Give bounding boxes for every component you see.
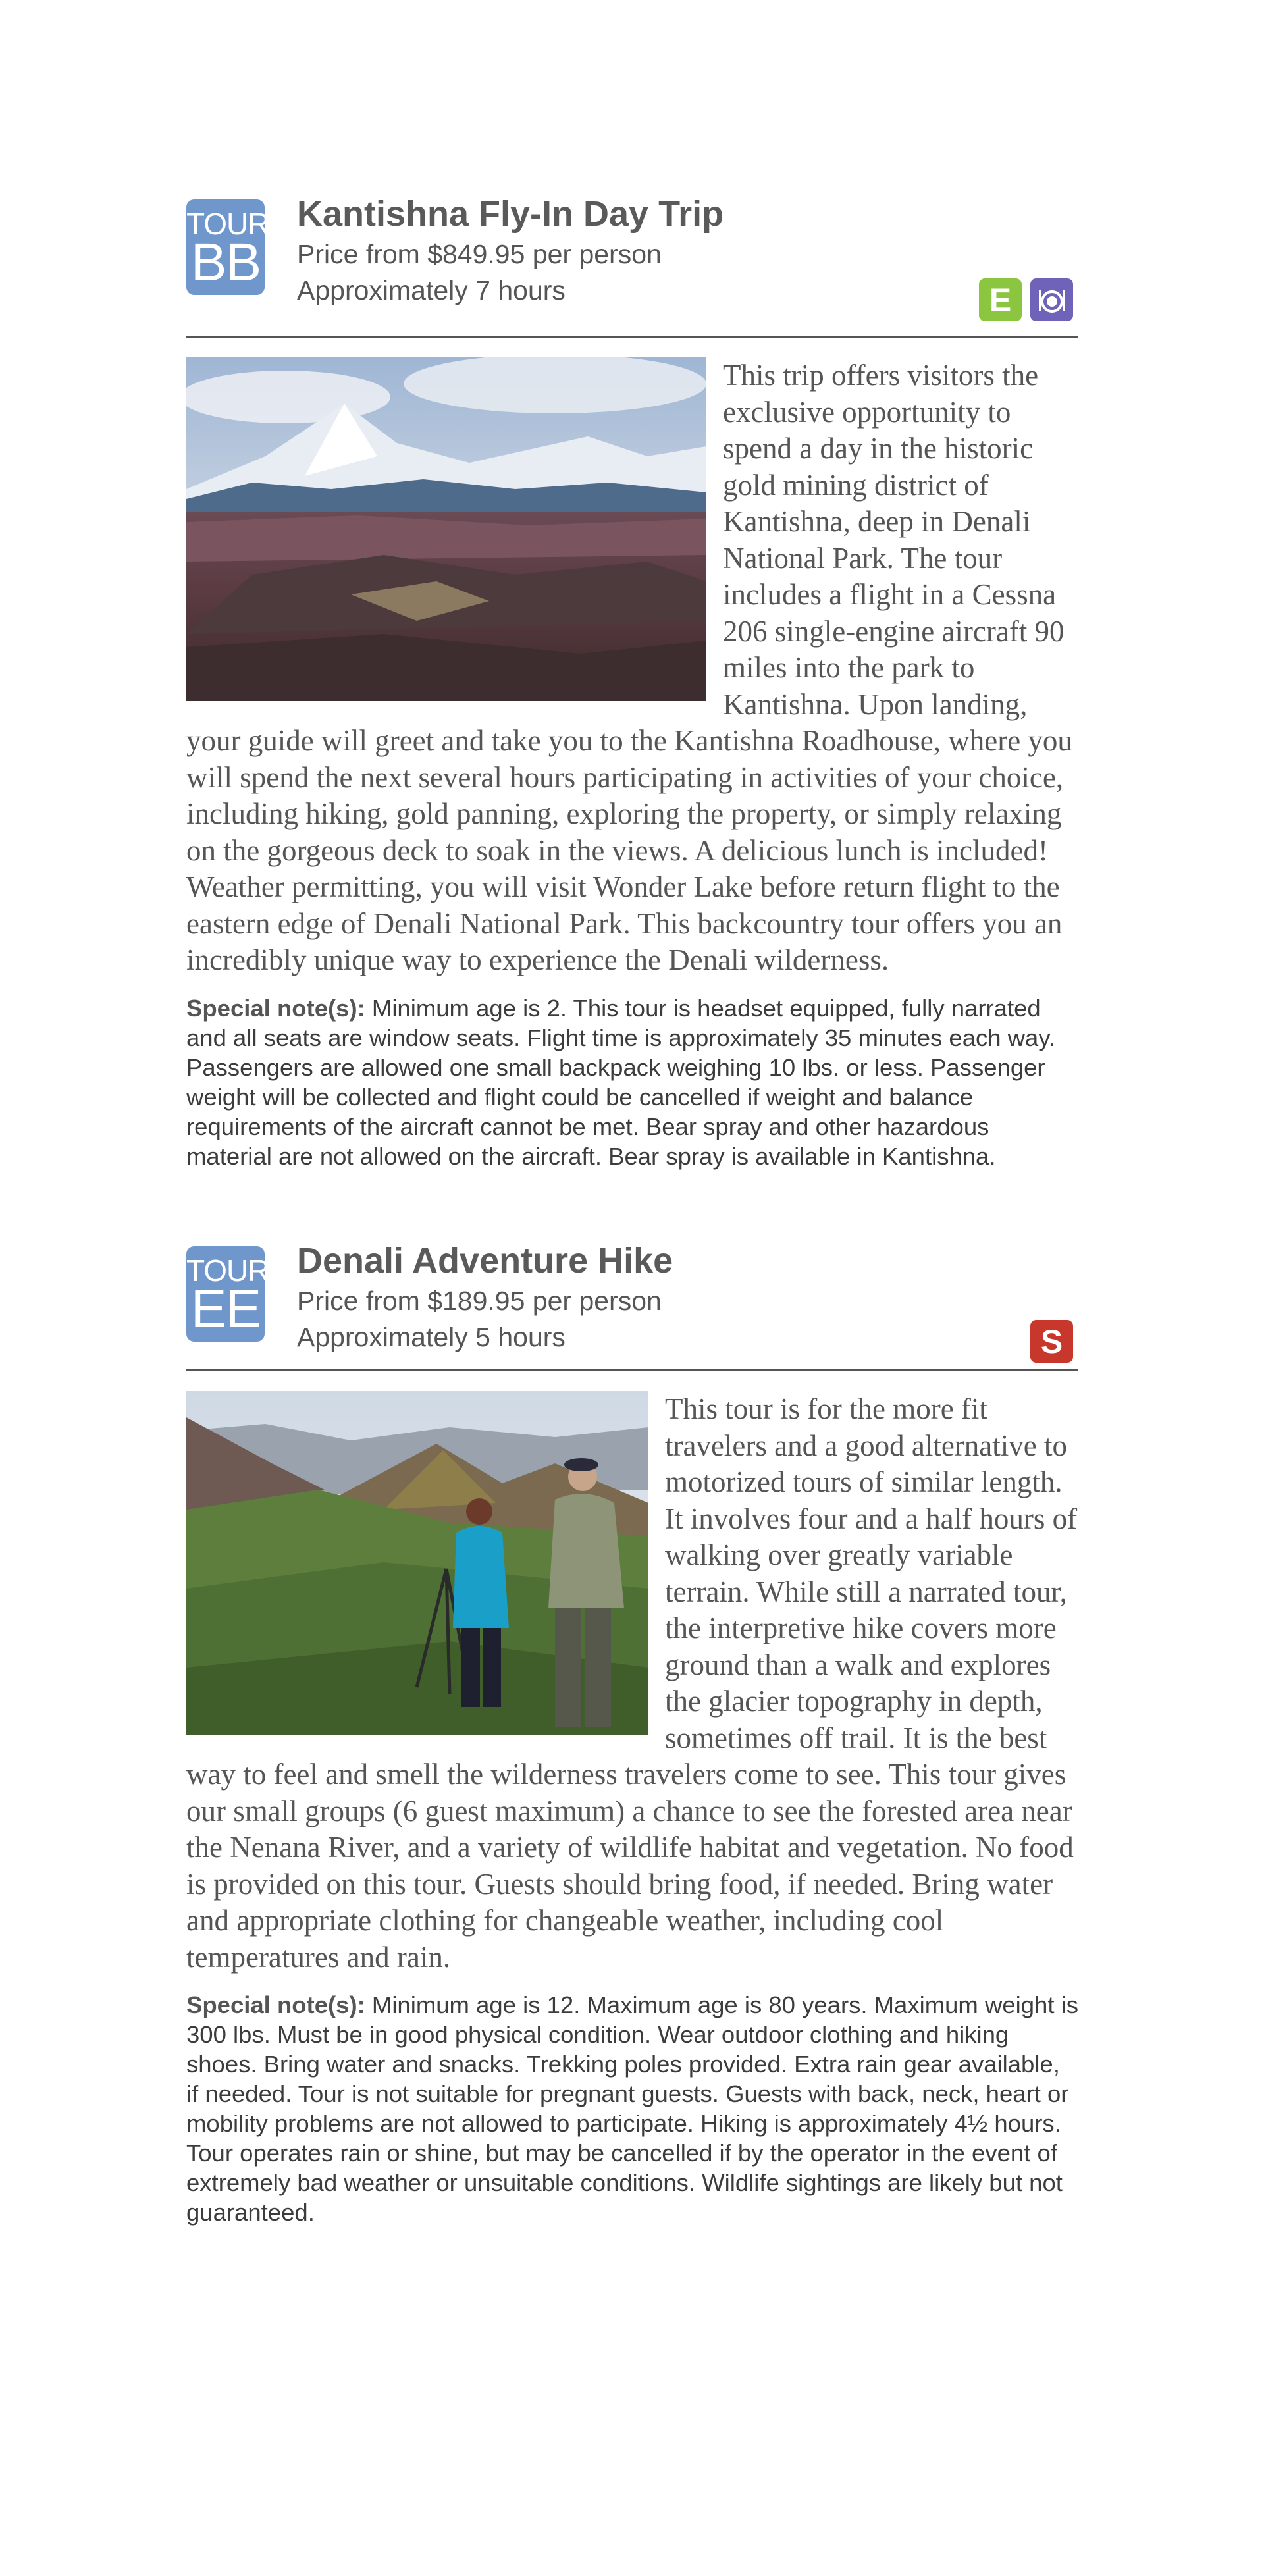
tour-duration: Approximately 7 hours [297,275,566,305]
special-notes [186,1990,1078,2227]
mountain-landscape-photo [186,357,706,701]
special-notes [186,993,1078,1171]
badge-code: EE [190,1279,261,1339]
activity-level-s-icon: S [1030,1320,1073,1363]
tour-header [186,1241,1078,1371]
tour-price: Price from $189.95 per person [297,1286,662,1316]
special-notes-label: Special note(s): [186,1991,365,2018]
tour-description: This trip offers visitors the exclusive opportunity to spend a day in the historic gold mining district of Kantishna, deep in Denali National Park. The tour includes a flight in a Cessna 206 single-engine aircraft 90 miles into the park to Kantishna. Upon landing, your guide will greet and take you to the Kantishna Roadhouse, where you will spend the next several hours participating in activities of your choice, including hiking, gold panning, exploring the property, or simply relaxing on the gorgeous deck to soak in the views. A delicious lunch is included! Weather permitting, you will visit Wonder Lake before return flight to the eastern edge of Denali National Park. This backcountry tour offers you an incredibly unique way to experience the Denali wilderness. [186,359,1072,976]
hikers-photo [186,1391,648,1735]
meal-icon [1030,278,1073,321]
tour-section-kantishna [186,194,1078,1171]
tour-section-denali-hike [186,1241,1078,2227]
badge-code: BB [190,232,261,292]
tour-duration: Approximately 5 hours [297,1322,566,1352]
badge-label: TOUR [186,207,269,241]
badge-label: TOUR [186,1253,269,1288]
special-notes-label: Special note(s): [186,994,365,1022]
activity-level-e-icon: E [979,278,1022,321]
special-notes-text: Minimum age is 2. This tour is headset equipped, fully narrated and all seats are window seats. Flight time is approximately 35 minutes each way. Passengers are allowed one small backpack weighing 10 lbs. or less. Passenger weight will be collected and flight could be cancelled if weight and balance requirements of the aircraft cannot be met. Bear spray and other hazardous material are not allowed on the aircraft. Bear spray is available in Kantishna. [186,994,1056,1170]
special-notes-text: Minimum age is 12. Maximum age is 80 years. Maximum weight is 300 lbs. Must be in good physical condition. Wear outdoor clothing and hiking shoes. Bring water and snacks. Trekking poles provided. Extra rain gear available, if needed. Tour is not suitable for pregnant guests. Guests with back, neck, heart or mobility problems are not allowed to participate. Hiking is approximately 4½ hours. Tour operates rain or shine, but may be cancelled if by the operator in the event of extremely bad weather or unsuitable conditions. Wildlife sightings are likely but not guaranteed. [186,1991,1078,2226]
section-divider [186,1369,1078,1371]
tour-title: Kantishna Fly-In Day Trip [297,194,724,234]
tour-icons [1030,1320,1073,1363]
tour-code-badge [186,199,269,295]
tour-title: Denali Adventure Hike [297,1241,673,1280]
section-divider [186,336,1078,338]
tour-body [186,1391,1078,2227]
tour-price: Price from $849.95 per person [297,239,662,269]
tour-header [186,194,1078,338]
tour-description: This tour is for the more fit travelers and a good alternative to motorized tours of similar length. It involves four and a half hours of walking over greatly variable terrain. While still a narrated tour, the interpretive hike covers more ground than a walk and explores the glacier topography in depth, sometimes off trail. It is the best way to feel and smell the wilderness travelers come to see. This tour gives our small groups (6 guest maximum) a chance to see the forested area near the Nenana River, and a variety of wildlife habitat and vegetation. No food is provided on this tour. Guests should bring food, if needed. Bring water and appropriate clothing for changeable weather, including cool temperatures and rain. [186,1392,1078,1974]
tour-code-badge [186,1246,269,1342]
tour-body [186,357,1078,1171]
tour-icons [979,278,1073,321]
